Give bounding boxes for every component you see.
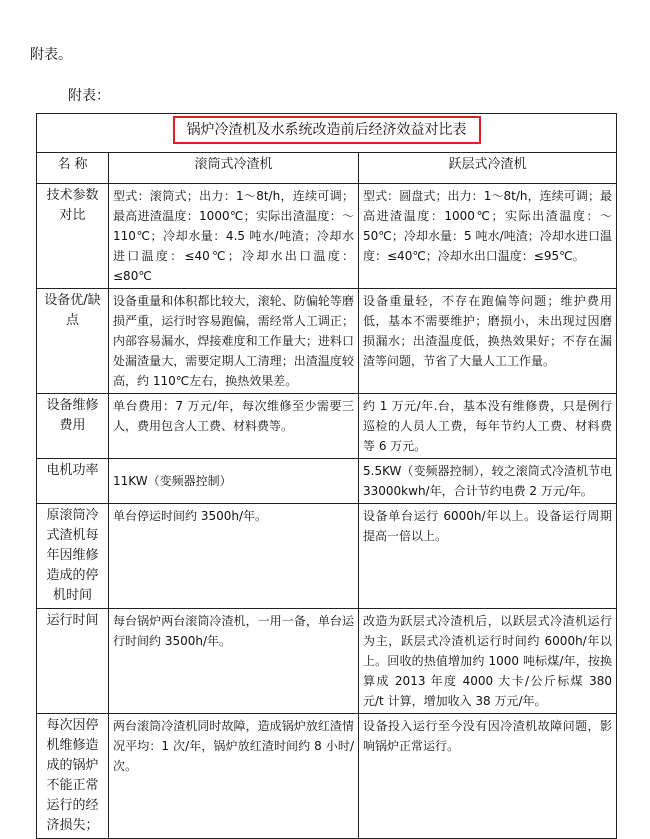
row-label-downtime: 原滚筒冷式渣机每年因维修造成的停机时间: [37, 504, 109, 609]
tier-downtime: 设备单台运行 6000h/年以上。设备运行周期提高一倍以上。: [359, 504, 617, 609]
table-row: [37, 289, 617, 394]
annex-heading-1: 附表。: [30, 47, 72, 63]
drum-motor-power: 11KW（变频器控制）: [109, 459, 359, 504]
drum-economic-loss: 两台滚筒冷渣机同时故障，造成锅炉放红渣情况平均：1 次/年，锅炉放红渣时间约 8 小时/次。: [109, 714, 359, 839]
table-row: [37, 714, 617, 839]
row-label-economic-loss: 每次因停机维修造成的锅炉不能正常运行的经济损失；: [37, 714, 109, 839]
tier-pros-cons: 设备重量轻，不存在跑偏等问题；维护费用低，基本不需要维护；磨损小，未出现过因磨损漏水；出渣温度低，换热效果好；不存在漏渣等问题，节省了大量人工工作量。: [359, 289, 617, 394]
row-label-pros-cons: 设备优/缺点: [37, 289, 109, 394]
table-title: 锅炉冷渣机及水系统改造前后经济效益对比表: [173, 116, 481, 144]
header-drum-cooler: 滚筒式冷渣机: [109, 153, 359, 184]
table-row: [37, 504, 617, 609]
tier-economic-loss: 设备投入运行至今没有因冷渣机故障问题，影响锅炉正常运行。: [359, 714, 617, 839]
tier-tech-params: 型式：圆盘式；出力：1～8t/h，连续可调；最高进渣温度：1000℃；实际出渣温度：～50℃；冷却水量：5 吨水/吨渣；冷却水进口温度：≤40℃；冷却水出口温度：≤95℃。: [359, 184, 617, 289]
drum-run-time: 每台锅炉两台滚筒冷渣机，一用一备，单台运行时间约 3500h/年。: [109, 609, 359, 714]
table-row: [37, 459, 617, 504]
table-header-row: [37, 153, 617, 184]
annex-heading-2: 附表：: [68, 88, 110, 104]
header-name: 名 称: [37, 153, 109, 184]
drum-pros-cons: 设备重量和体积都比较大，滚轮、防偏轮等磨损严重，运行时容易跑偏，需经常人工调正；内部容易漏水，焊接难度和工作量大；进料口处漏渣量大，需要定期人工清理；出渣温度较高，约 110℃左右，换热效果差。: [109, 289, 359, 394]
row-label-tech-params: 技术参数对比: [37, 184, 109, 289]
drum-tech-params: 型式：滚筒式；出力：1～8t/h，连续可调；最高进渣温度：1000℃；实际出渣温度：～110℃；冷却水量：4.5 吨水/吨渣；冷却水进口温度：≤40℃；冷却水出口温度：≤80℃: [109, 184, 359, 289]
drum-maintenance-cost: 单台费用：7 万元/年，每次维修至少需要三人，费用包含人工费、材料费等。: [109, 394, 359, 459]
tier-run-time: 改造为跃层式冷渣机后，以跃层式冷渣机运行为主，跃层式冷渣机运行时间约 6000h/年以上。回收的热值增加约 1000 吨标煤/年，按换算成 2013 年度 4000 大卡/公斤标煤 380 元/t 计算，增加收入 38 万元/年。: [359, 609, 617, 714]
header-tier-cooler: 跃层式冷渣机: [359, 153, 617, 184]
table-title-row: [37, 114, 617, 153]
drum-downtime: 单台停运时间约 3500h/年。: [109, 504, 359, 609]
comparison-table: [36, 113, 617, 839]
tier-motor-power: 5.5KW（变频器控制），较之滚筒式冷渣机节电 33000kwh/年，合计节约电费 2 万元/年。: [359, 459, 617, 504]
row-label-run-time: 运行时间: [37, 609, 109, 714]
row-label-motor-power: 电机功率: [37, 459, 109, 504]
table-row: [37, 184, 617, 289]
row-label-maintenance-cost: 设备维修费用: [37, 394, 109, 459]
table-row: [37, 609, 617, 714]
tier-maintenance-cost: 约 1 万元/年.台，基本没有维修费，只是例行巡检的人员人工费，每年节约人工费、材料费等 6 万元。: [359, 394, 617, 459]
table-row: [37, 394, 617, 459]
